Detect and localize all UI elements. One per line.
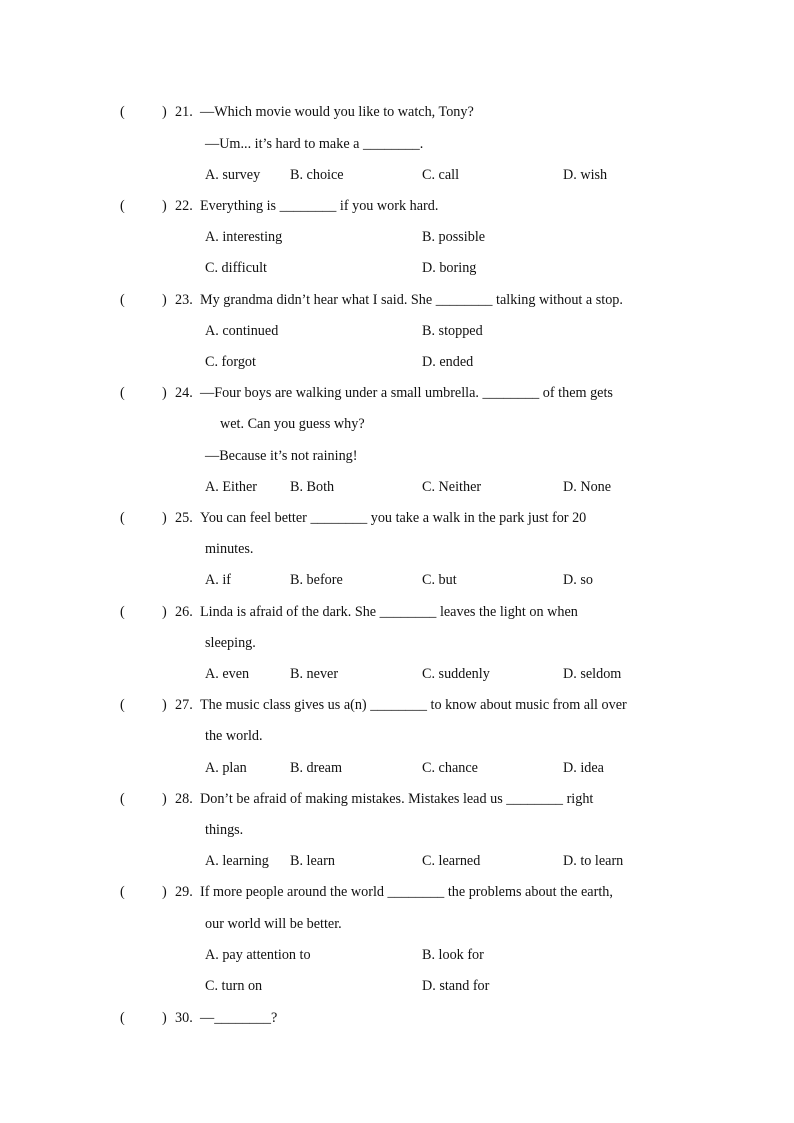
option-a: A. if xyxy=(205,572,232,588)
option-b: B. possible xyxy=(422,229,486,245)
question-number: 25. xyxy=(175,510,193,526)
answer-paren-open: ( xyxy=(120,385,125,401)
option-d: D. stand for xyxy=(422,978,490,994)
option-a: A. interesting xyxy=(205,229,283,245)
question-number: 22. xyxy=(175,198,193,214)
question-stem: things. xyxy=(205,822,244,838)
question-stem: —Four boys are walking under a small umbrella. ________ of them gets xyxy=(200,385,613,401)
option-a: A. continued xyxy=(205,323,279,339)
question-number: 29. xyxy=(175,884,193,900)
answer-paren-close: ) xyxy=(162,697,167,713)
answer-paren-open: ( xyxy=(120,198,125,214)
answer-paren-open: ( xyxy=(120,884,125,900)
option-c: C. chance xyxy=(422,760,478,776)
question-stem: —________? xyxy=(200,1010,278,1026)
question-stem: —Um... it’s hard to make a ________. xyxy=(205,136,424,152)
answer-paren-open: ( xyxy=(120,510,125,526)
answer-paren-close: ) xyxy=(162,292,167,308)
option-c: C. turn on xyxy=(205,978,263,994)
answer-paren-open: ( xyxy=(120,292,125,308)
answer-paren-open: ( xyxy=(120,791,125,807)
option-a: A. plan xyxy=(205,760,247,776)
option-a: A. survey xyxy=(205,167,261,183)
option-d: D. so xyxy=(563,572,593,588)
question-number: 28. xyxy=(175,791,193,807)
question-stem: You can feel better ________ you take a walk in the park just for 20 xyxy=(200,510,587,526)
option-b: B. look for xyxy=(422,947,484,963)
answer-paren-close: ) xyxy=(162,884,167,900)
question-stem: sleeping. xyxy=(205,635,256,651)
question-stem: the world. xyxy=(205,728,263,744)
question-stem: Don’t be afraid of making mistakes. Mistakes lead us ________ right xyxy=(200,791,594,807)
option-a: A. learning xyxy=(205,853,269,869)
option-b: B. learn xyxy=(290,853,335,869)
question-stem: minutes. xyxy=(205,541,254,557)
question-stem: —Which movie would you like to watch, Tony? xyxy=(200,104,474,120)
option-c: C. Neither xyxy=(422,479,482,495)
option-c: C. difficult xyxy=(205,260,268,276)
answer-paren-open: ( xyxy=(120,104,125,120)
option-a: A. Either xyxy=(205,479,258,495)
question-stem: If more people around the world ________ the problems about the earth, xyxy=(200,884,613,900)
answer-paren-close: ) xyxy=(162,791,167,807)
option-b: B. before xyxy=(290,572,343,588)
question-number: 24. xyxy=(175,385,193,401)
answer-paren-close: ) xyxy=(162,385,167,401)
option-b: B. choice xyxy=(290,167,344,183)
option-d: D. seldom xyxy=(563,666,622,682)
option-c: C. call xyxy=(422,167,460,183)
option-d: D. wish xyxy=(563,167,608,183)
option-a: A. even xyxy=(205,666,250,682)
answer-paren-close: ) xyxy=(162,198,167,214)
option-d: D. None xyxy=(563,479,612,495)
option-c: C. but xyxy=(422,572,457,588)
question-stem: our world will be better. xyxy=(205,916,342,932)
option-c: C. suddenly xyxy=(422,666,490,682)
question-stem: My grandma didn’t hear what I said. She ________ talking without a stop. xyxy=(200,292,623,308)
question-stem: Linda is afraid of the dark. She ________ leaves the light on when xyxy=(200,604,578,620)
answer-paren-close: ) xyxy=(162,104,167,120)
question-stem: wet. Can you guess why? xyxy=(220,416,365,432)
option-b: B. stopped xyxy=(422,323,483,339)
option-c: C. forgot xyxy=(205,354,256,370)
option-d: D. to learn xyxy=(563,853,624,869)
answer-paren-close: ) xyxy=(162,510,167,526)
answer-paren-open: ( xyxy=(120,697,125,713)
option-b: B. dream xyxy=(290,760,343,776)
option-b: B. Both xyxy=(290,479,335,495)
answer-paren-close: ) xyxy=(162,1010,167,1026)
option-d: D. boring xyxy=(422,260,477,276)
option-b: B. never xyxy=(290,666,339,682)
answer-paren-open: ( xyxy=(120,604,125,620)
answer-paren-close: ) xyxy=(162,604,167,620)
question-stem: Everything is ________ if you work hard. xyxy=(200,198,439,214)
question-number: 23. xyxy=(175,292,193,308)
option-d: D. idea xyxy=(563,760,604,776)
question-number: 26. xyxy=(175,604,193,620)
question-number: 27. xyxy=(175,697,193,713)
answer-paren-open: ( xyxy=(120,1010,125,1026)
option-d: D. ended xyxy=(422,354,474,370)
question-number: 21. xyxy=(175,104,193,120)
question-stem: —Because it’s not raining! xyxy=(205,448,358,464)
question-stem: The music class gives us a(n) ________ to know about music from all over xyxy=(200,697,627,713)
question-number: 30. xyxy=(175,1010,193,1026)
option-a: A. pay attention to xyxy=(205,947,311,963)
option-c: C. learned xyxy=(422,853,481,869)
